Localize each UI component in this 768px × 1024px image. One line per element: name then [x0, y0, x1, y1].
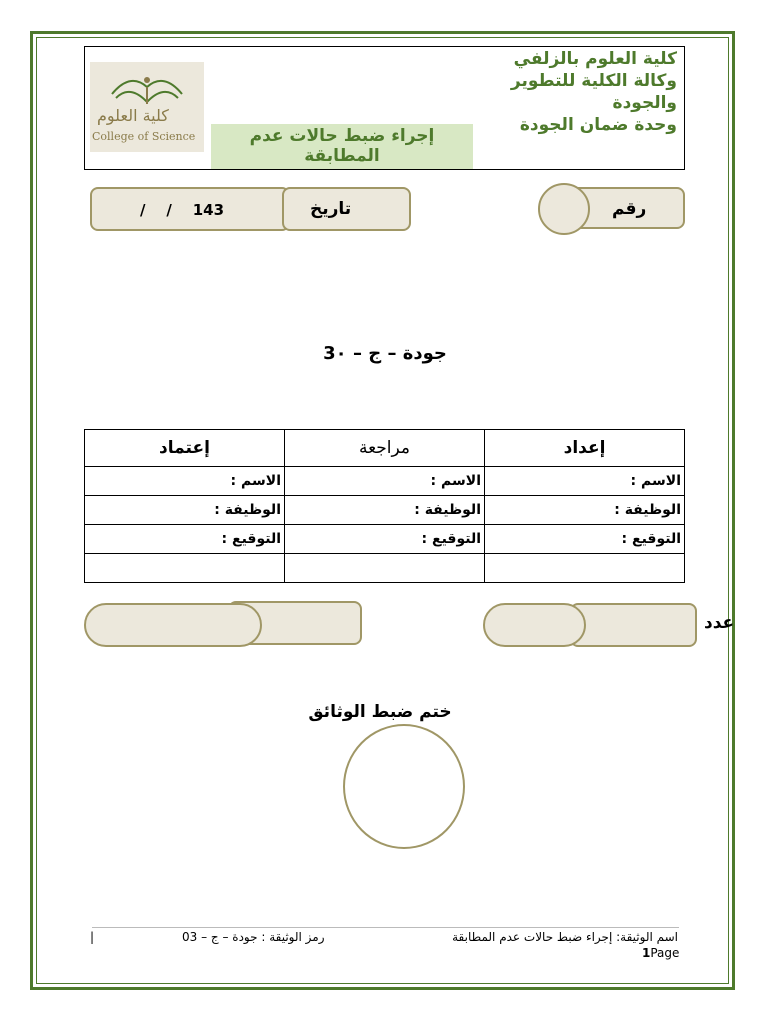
- cell-name: الاسم :: [285, 467, 485, 496]
- footer-doc-name: اسم الوثيقة: إجراء ضبط حالات عدم المطابقة: [452, 930, 678, 944]
- procedure-title: إجراء ضبط حالات عدم المطابقة: [211, 124, 473, 169]
- cell-empty: [485, 554, 685, 583]
- college-name-block: [480, 48, 677, 136]
- table-row: [85, 525, 685, 554]
- cell-signature: التوقيع :: [285, 525, 485, 554]
- count-left-oval: [84, 603, 262, 647]
- footer-divider: [92, 927, 679, 928]
- footer-bar: |: [90, 930, 95, 944]
- header-reviewed: مراجعة: [285, 430, 485, 467]
- table-header-row: [85, 430, 685, 467]
- logo-arabic-text: كلية العلوم: [97, 106, 169, 125]
- cell-name: الاسم :: [85, 467, 285, 496]
- header-approved: إعتماد: [85, 430, 285, 467]
- logo-english-text: College of Science: [92, 130, 196, 143]
- footer-page: [642, 946, 679, 960]
- count-right-oval: [483, 603, 586, 647]
- college-line: كلية العلوم بالزلفي: [513, 49, 677, 69]
- header-prepared: إعداد: [485, 430, 685, 467]
- cell-job: الوظيفة :: [85, 496, 285, 525]
- cell-job: الوظيفة :: [285, 496, 485, 525]
- cell-name: الاسم :: [485, 467, 685, 496]
- count-label: عدد: [704, 613, 735, 633]
- seal-title: ختم ضبط الوثائق: [308, 702, 452, 722]
- count-right-box: [570, 603, 697, 647]
- cell-empty: [85, 554, 285, 583]
- signature-table: [84, 429, 685, 583]
- college-line: وكالة الكلية للتطوير: [510, 71, 677, 91]
- table-row: [85, 496, 685, 525]
- college-line: والجودة: [612, 93, 677, 113]
- college-line: وحدة ضمان الجودة: [519, 115, 677, 135]
- page-number: 1: [642, 946, 651, 960]
- number-label: رقم: [612, 199, 647, 219]
- cell-empty: [285, 554, 485, 583]
- page-word: Page: [650, 946, 680, 960]
- document-code-title: جودة – ج – 3٠: [323, 343, 447, 364]
- date-value: / / 143: [140, 201, 225, 219]
- table-row: [85, 554, 685, 583]
- table-row: [85, 467, 685, 496]
- number-circle: [538, 183, 590, 235]
- cell-signature: التوقيع :: [485, 525, 685, 554]
- cell-signature: التوقيع :: [85, 525, 285, 554]
- footer-doc-code: رمز الوثيقة : جودة – ج – 03: [182, 930, 325, 944]
- date-label: تاريخ: [310, 199, 352, 219]
- seal-circle: [343, 724, 465, 849]
- cell-job: الوظيفة :: [485, 496, 685, 525]
